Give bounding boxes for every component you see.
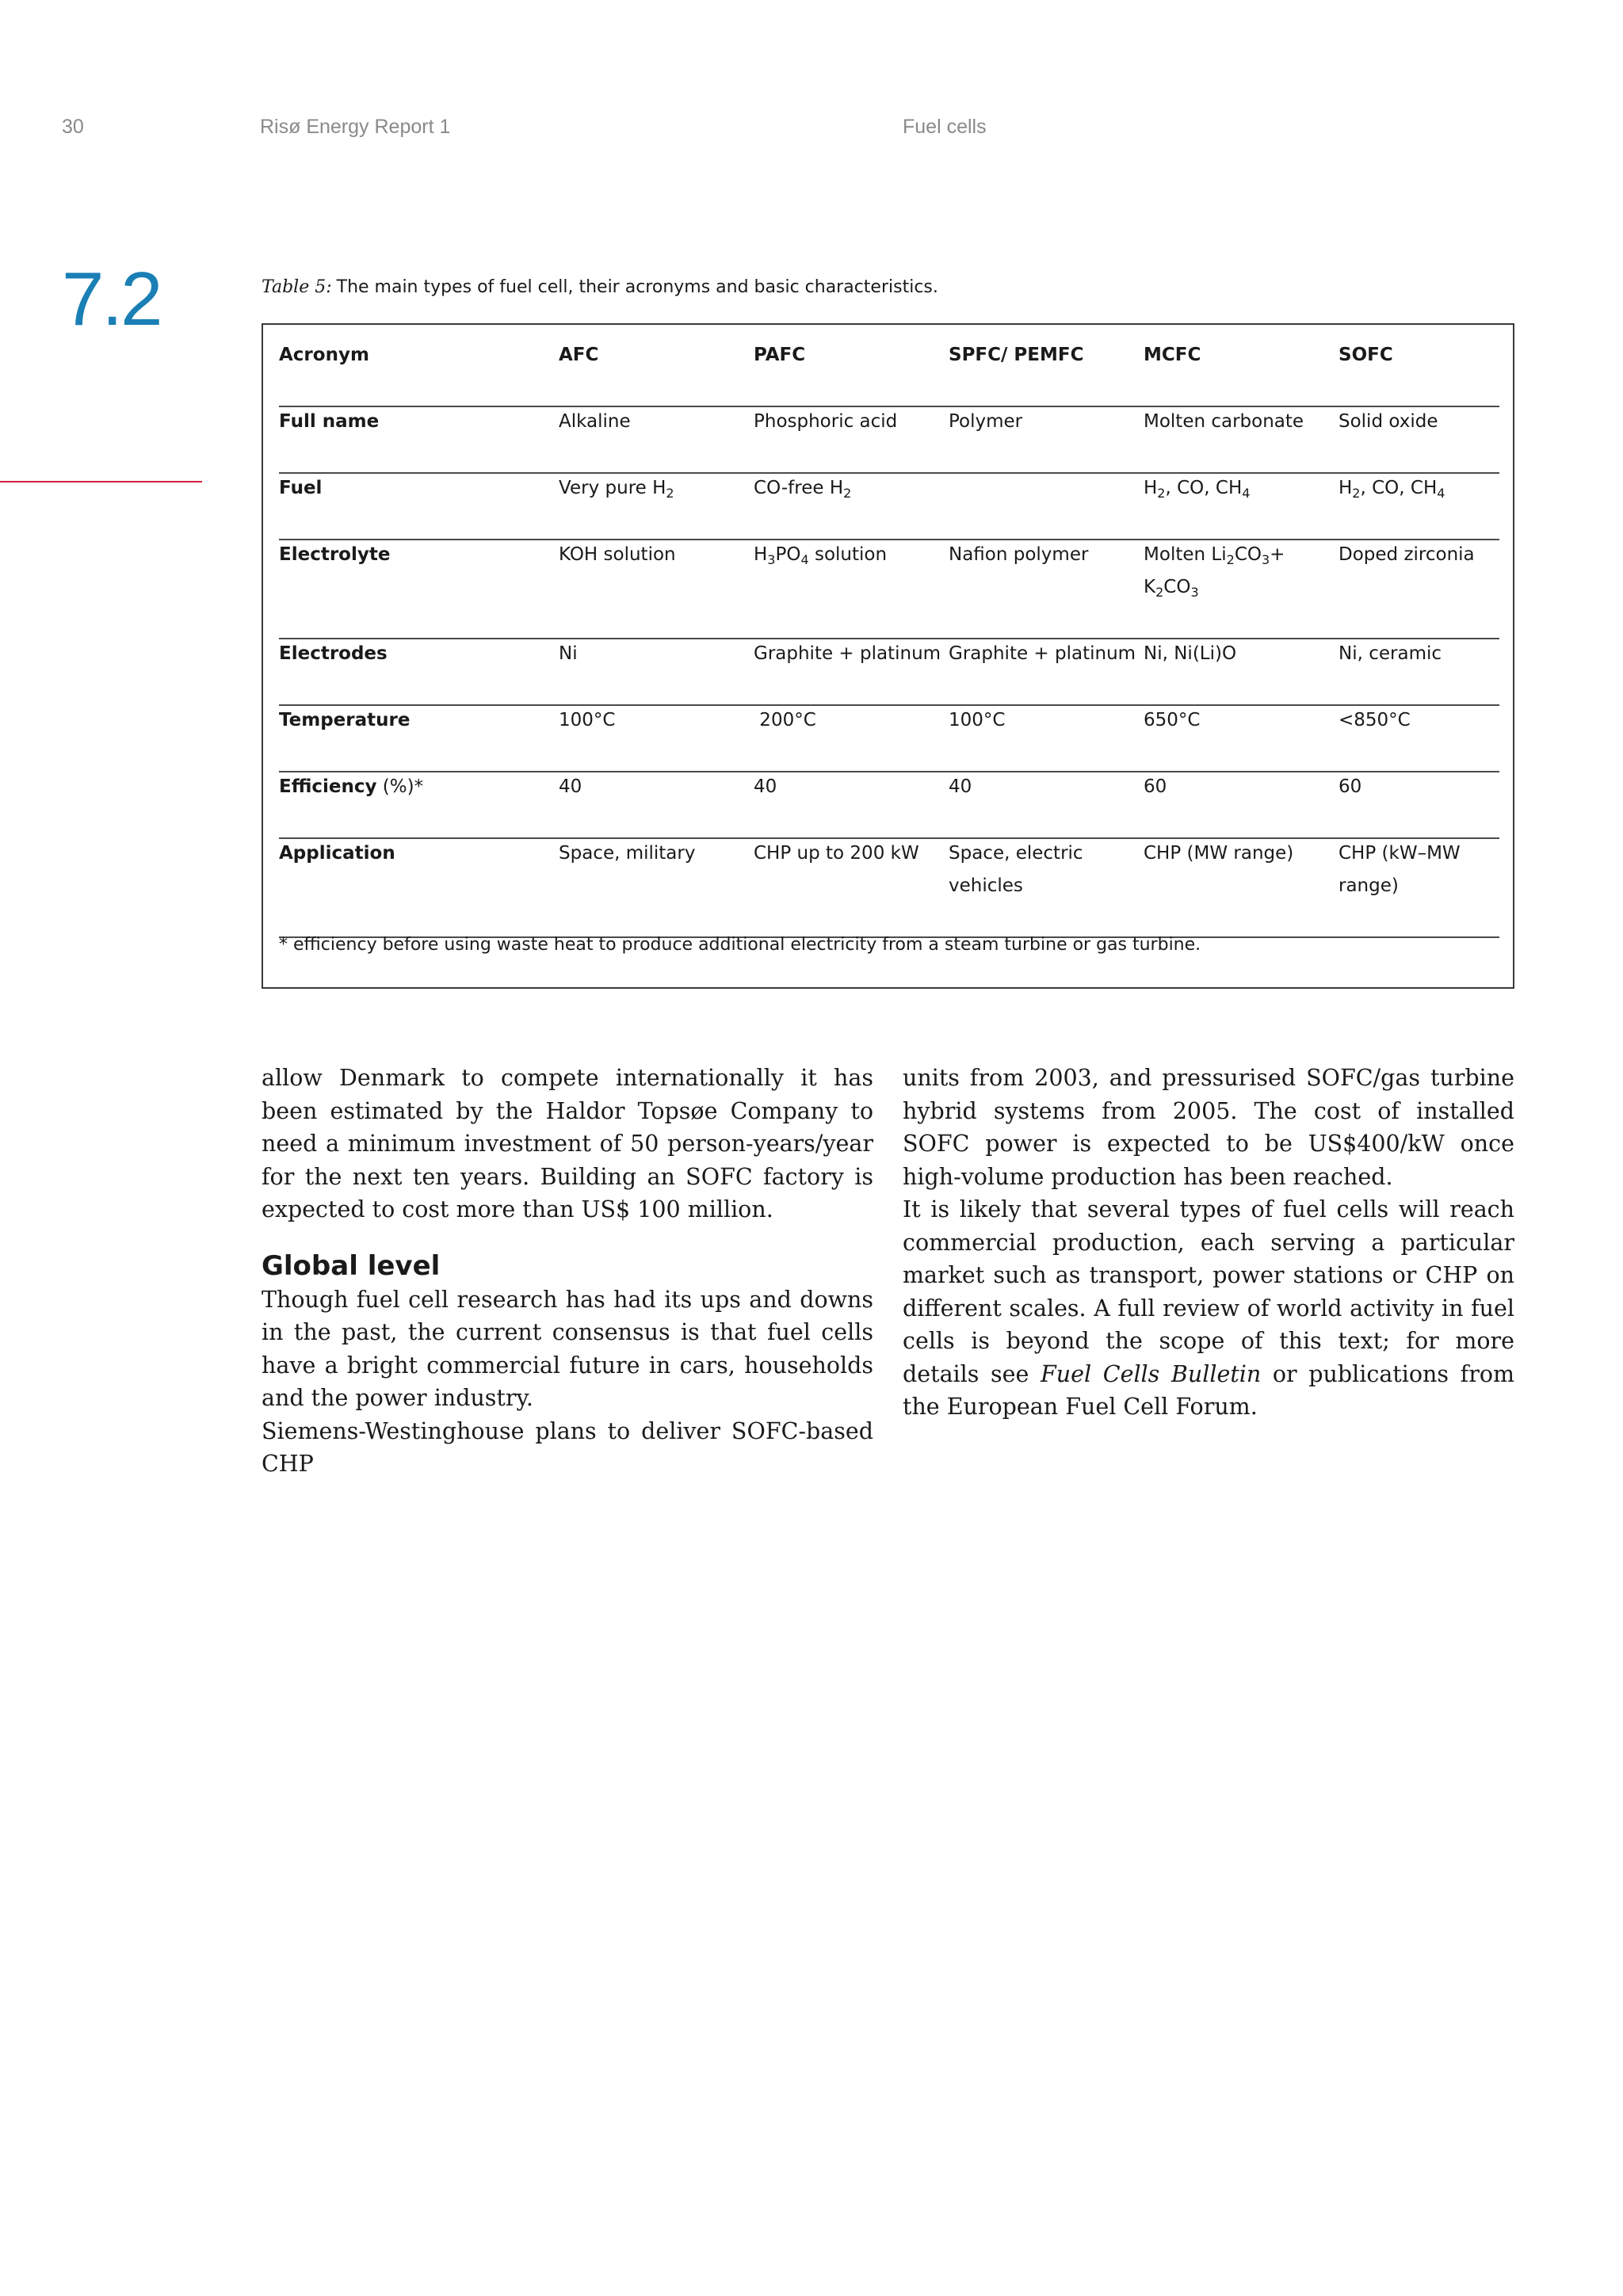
table-cell: Molten carbonate: [1144, 411, 1304, 432]
table-cell: Molten $Li_2CO_3+ K_2CO_3$: [1144, 544, 1285, 600]
row-label: Full name: [279, 411, 380, 432]
table-cell: MCFC: [1144, 345, 1201, 365]
table-cell: Doped zirconia: [1338, 544, 1475, 565]
table-row-temperature: [279, 704, 1499, 772]
table-cell: Ni, Ni(Li)O: [1144, 643, 1237, 664]
row-label: Fuel: [279, 478, 323, 498]
paragraph-text: It is likely that several types of fuel cells will reach commercial production, each serving a particular market such as transport, power stations or CHP on different scales. A full review of world activity in fuel cells is beyond the scope of this text; for more details see: [903, 1196, 1514, 1387]
row-label: Acronym: [279, 345, 369, 365]
table-cell: CHP (MW range): [1144, 843, 1294, 864]
row-label: Temperature: [279, 710, 411, 730]
table-cell: Ni, ceramic: [1338, 643, 1442, 664]
table-cell: $H_2$, CO, $CH_4$: [1144, 478, 1251, 501]
table-cell: SOFC: [1338, 345, 1393, 365]
table-cell: Phosphoric acid: [754, 411, 898, 432]
table-cell: Alkaline: [559, 411, 631, 432]
table-cell: PAFC: [754, 345, 806, 365]
table-cell: 40: [949, 776, 972, 797]
table-cell: $H_3PO_4$ solution: [754, 544, 888, 567]
table-cell: CO-free $H_2$: [754, 478, 852, 501]
table-row-acronym: [279, 339, 1499, 407]
table-cell: 60: [1338, 776, 1362, 797]
section-number: 7.2: [62, 257, 161, 341]
table-cell: Graphite + platinum: [949, 643, 1136, 664]
table-cell: <850°C: [1338, 710, 1411, 730]
table-cell: 100°C: [949, 710, 1006, 730]
fuel-cell-table: [262, 323, 1514, 989]
paragraph: allow Denmark to compete internationally it has been estimated by the Haldor Topsøe Company to need a minimum investment of 50 person-years/year for the next ten years. Building an SOFC factory is expected to cost more than US$ 100 million.: [262, 1065, 873, 1222]
paragraph: Siemens-Westinghouse plans to deliver SOFC-based CHP: [262, 1417, 873, 1477]
table-cell: CHP up to 200 kW: [754, 843, 919, 864]
table-cell: SPFC/ PEMFC: [949, 345, 1084, 365]
row-label: Electrolyte: [279, 544, 391, 565]
row-label: [279, 771, 423, 803]
table-cell: Ni: [559, 643, 578, 664]
table-cell: Solid oxide: [1338, 411, 1438, 432]
caption-label: Table 5:: [262, 277, 332, 297]
paragraph: Though fuel cell research has had its ups and downs in the past, the current consensus is that fuel cells have a bright commercial future in cars, households and the power industry.: [262, 1286, 873, 1411]
table-cell: Nafion polymer: [949, 544, 1089, 565]
table-row-full-name: [279, 406, 1499, 474]
body-column-right: [903, 1062, 1514, 1424]
table-cell: AFC: [559, 345, 599, 365]
row-label: Electrodes: [279, 643, 388, 664]
table-cell: 40: [754, 776, 777, 797]
row-label-suffix: (%)*: [376, 776, 424, 797]
table-caption: [262, 277, 1514, 297]
report-title: Risø Energy Report 1: [260, 116, 451, 138]
caption-text: The main types of fuel cell, their acronyms and basic characteristics.: [336, 277, 938, 297]
table-cell: CHP (kW–MW range): [1338, 843, 1461, 896]
page-header: [0, 116, 1623, 147]
table-cell: Space, electric vehicles: [949, 843, 1083, 896]
table-cell: $H_2$, CO, $CH_4$: [1338, 478, 1445, 501]
table-cell: 100°C: [559, 710, 616, 730]
row-label: Application: [279, 843, 395, 864]
table-cell: KOH solution: [559, 544, 676, 565]
table-cell: Graphite + platinum: [754, 643, 941, 664]
section-heading: Global level: [262, 1249, 441, 1282]
table-row-application: [279, 837, 1499, 938]
table-row-electrodes: [279, 638, 1499, 706]
margin-rule: [0, 481, 202, 482]
table-cell: 650°C: [1144, 710, 1201, 730]
paragraph: [903, 1193, 1514, 1424]
table-row-efficiency: [279, 771, 1499, 839]
body-column-left: [262, 1062, 873, 1481]
table-cell: Polymer: [949, 411, 1023, 432]
table-footnote: * efficiency before using waste heat to produce additional electricity from a steam turbine or gas turbine.: [279, 935, 1201, 955]
paragraph-text: or publications from the European Fuel Cell Forum.: [903, 1360, 1514, 1420]
table-cell: 200°C: [754, 710, 816, 730]
section-title: Fuel cells: [903, 116, 987, 138]
table-cell: 60: [1144, 776, 1167, 797]
table-cell: 40: [559, 776, 582, 797]
page-number: 30: [62, 116, 84, 138]
table-cell: Space, military: [559, 843, 696, 864]
table-row-fuel: [279, 472, 1499, 540]
publication-title: Fuel Cells Bulletin: [1041, 1360, 1262, 1387]
table-cell: Very pure $H_2$: [559, 478, 674, 501]
row-label-text: Efficiency: [279, 776, 377, 797]
paragraph: units from 2003, and pressurised SOFC/gas turbine hybrid systems from 2005. The cost of installed SOFC power is expected to be US$400/kW once high-volume production has been reached.: [903, 1065, 1514, 1190]
table-row-electrolyte: [279, 539, 1499, 639]
